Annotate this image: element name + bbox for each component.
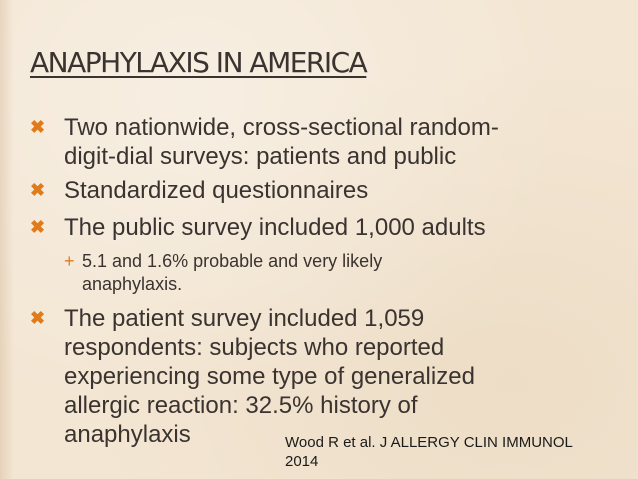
citation-line: Wood R et al. J ALLERGY CLIN IMMUNOL <box>285 434 573 451</box>
bullet-text-line: Standardized questionnaires <box>64 177 369 204</box>
bullet-item-questionnaires <box>30 176 610 205</box>
bullet-text-line: Two nationwide, cross-sectional random- <box>64 114 499 141</box>
x-bullet-icon: ✖ <box>30 180 46 200</box>
bullet-text-line: respondents: subjects who reported <box>64 334 445 361</box>
bullet-item-public-survey <box>30 213 610 242</box>
x-bullet-icon: ✖ <box>30 117 46 137</box>
sub-bullet-text-line: anaphylaxis. <box>82 274 183 294</box>
citation <box>285 433 573 471</box>
bullet-list <box>30 113 610 449</box>
bullet-item-patient-survey <box>30 304 610 449</box>
bullet-text-line: experiencing some type of generalized <box>64 363 475 390</box>
x-bullet-icon: ✖ <box>30 217 46 237</box>
bullet-text-line: digit-dial surveys: patients and public <box>64 143 457 170</box>
x-bullet-icon: ✖ <box>30 308 46 328</box>
bullet-text-line: The patient survey included 1,059 <box>64 305 425 332</box>
bullet-text-line: The public survey included 1,000 adults <box>64 214 486 241</box>
bullet-text-line: allergic reaction: 32.5% history of <box>64 392 418 419</box>
plus-bullet-icon: + <box>64 251 75 271</box>
sub-bullet-text-line: 5.1 and 1.6% probable and very likely <box>82 251 383 271</box>
bullet-text-line: anaphylaxis <box>64 421 191 448</box>
slide-title: ANAPHYLAXIS IN AMERICA <box>30 46 367 79</box>
slide-left-edge-shade <box>0 0 14 479</box>
bullet-item-surveys <box>30 113 610 171</box>
sub-bullet-item-anaphylaxis-rates <box>64 250 502 296</box>
citation-line: 2014 <box>285 453 319 470</box>
